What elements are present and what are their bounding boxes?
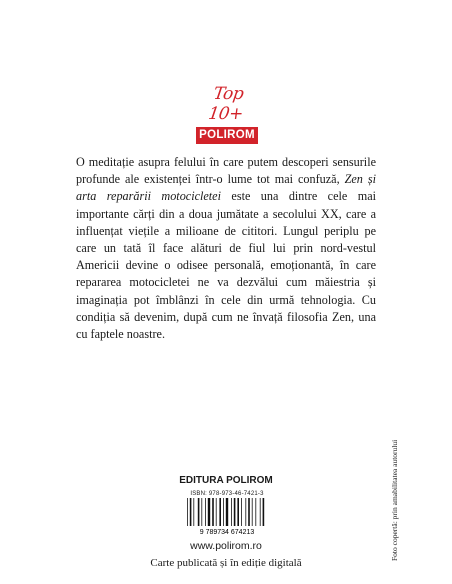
blurb-text xyxy=(76,154,376,343)
series-logo-script: Top 10+ xyxy=(206,84,245,124)
blurb-intro: O meditație asupra felului în care putem descoperi sensurile profunde ale existenței într-o lume tot mai confuză, xyxy=(76,155,376,187)
barcode-image xyxy=(185,498,269,536)
blurb-book-title: Zen și arta reparării motocicletei xyxy=(76,172,376,204)
publisher-url[interactable]: www.polirom.ro xyxy=(190,540,262,552)
photo-credit: Foto copertă: prin amabilitatea autorului xyxy=(390,439,399,561)
blurb-rest: este una dintre cele mai importante cărți din a doua jumătate a secolului XX, care a influențat viețile a milioane de cititori. Lungul periplu pe care un tată îl face alături de fiul lui prin nord-vestul Americii devine o odisee personală, emoționantă, în care repararea motocicletei ne va dezvălui cum măiestria și imaginația pot îmblânzi în cele din urmă tehnologia. Cu condiția să devenim, după cum ne învață filosofia Zen, una cu faptele noastre. xyxy=(76,189,376,342)
isbn-number: ISBN: 978-973-46-7421-3 xyxy=(190,491,264,497)
series-logo xyxy=(196,84,258,144)
publisher-name: EDITURA POLIROM xyxy=(179,475,273,486)
barcode-digits: 9 789734 674213 xyxy=(199,529,255,536)
series-logo-band: POLIROM xyxy=(196,127,258,144)
digital-edition-note: Carte publicată și în ediție digitală xyxy=(150,557,302,569)
barcode-block xyxy=(185,490,269,536)
